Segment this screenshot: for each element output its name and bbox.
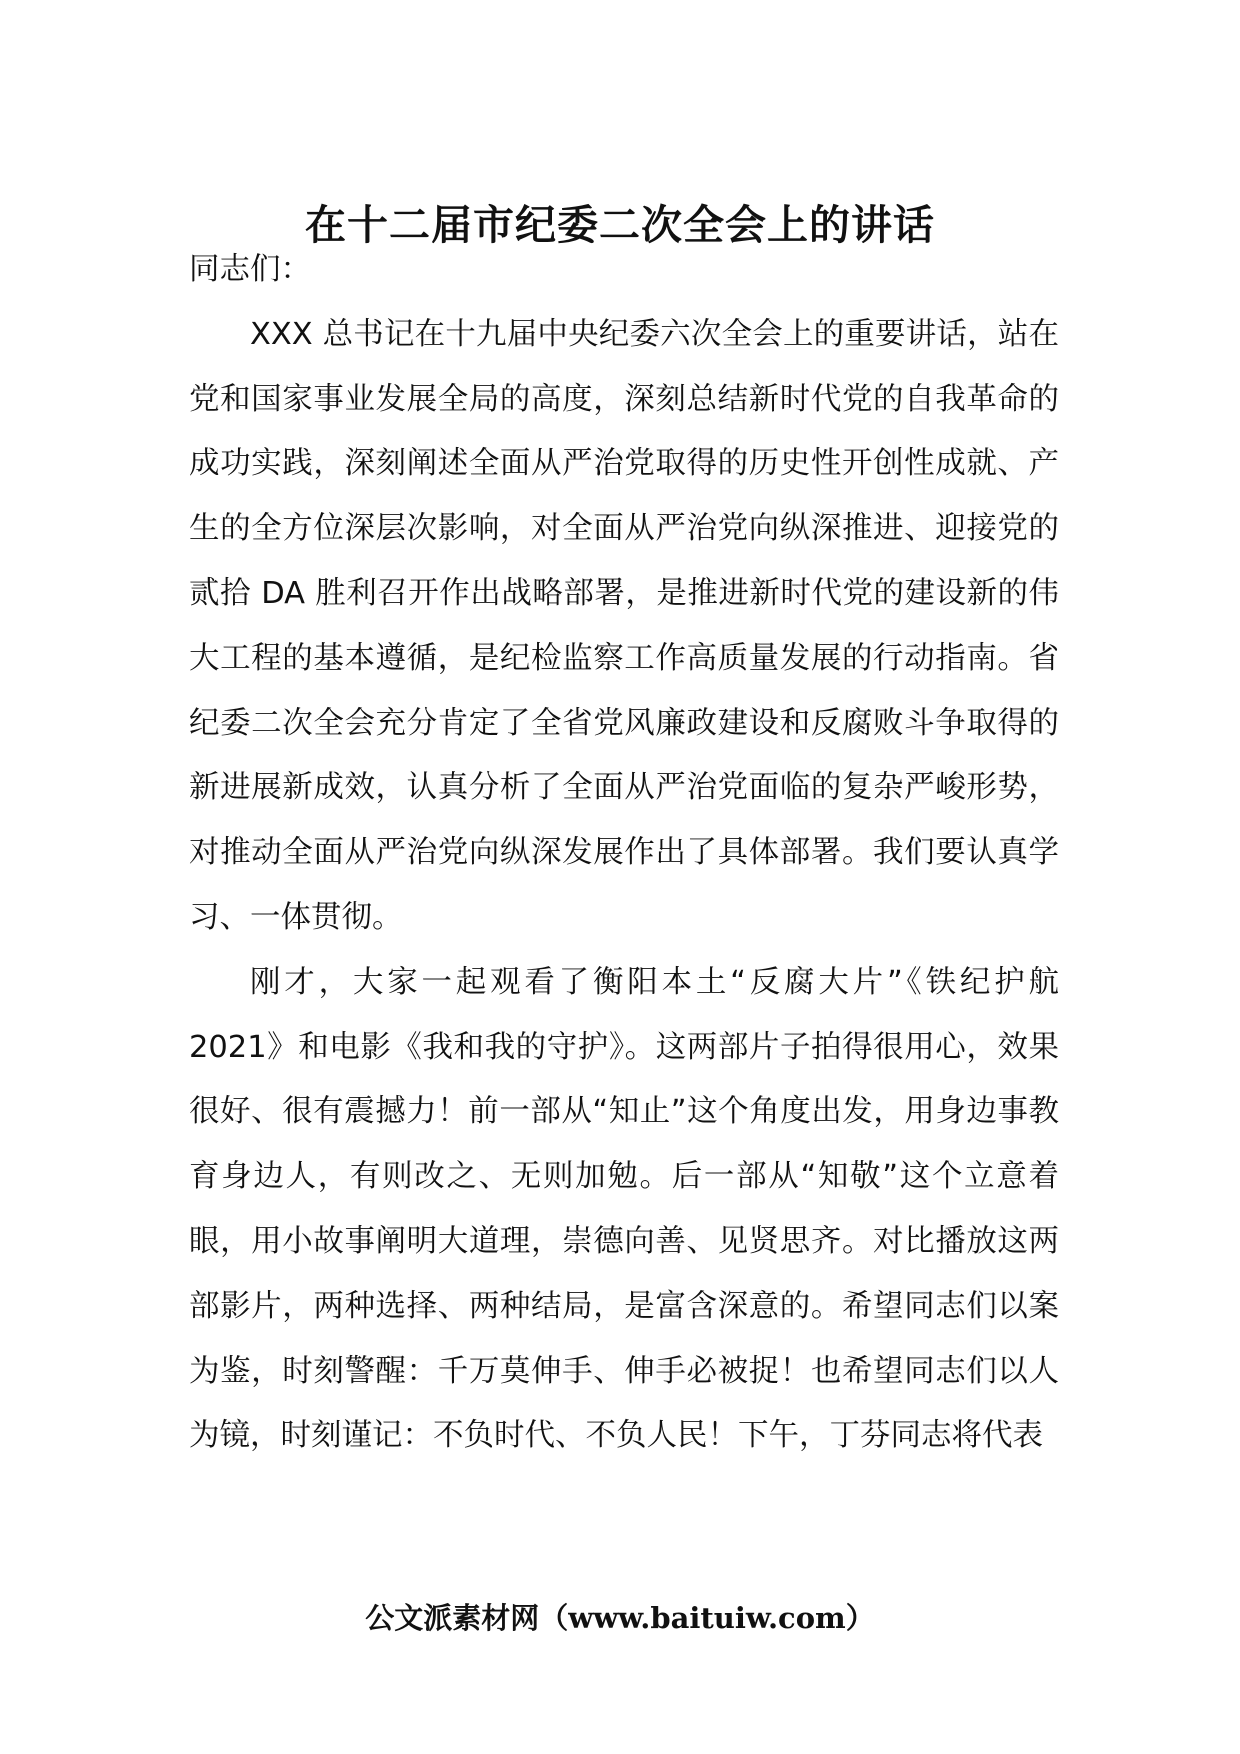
salutation: 同志们： [189,252,311,287]
paragraph-1: XXX 总书记在十九届中央纪委六次全会上的重要讲话，站在党和国家事业发展全局的高度，深刻总结新时代党的自我革命的成功实践，深刻阐述全面从严治党取得的历史性开创性成就、产生的全方位深层次影响，对全面从严治党向纵深推进、迎接党的贰拾 DA 胜利召开作出战略部署，是推进新时代党的建设新的伟大工程的基本遵循，是纪检监察工作高质量发展的行动指南。省纪委二次全会充分肯定了全省党风廉政建设和反腐败斗争取得的新进展新成效，认真分析了全面从严治党面临的复杂严峻形势，对推动全面从严治党向纵深发展作出了具体部署。我们要认真学习、一体贯彻。 [189,316,1059,935]
footer-watermark: 公文派素材网（www.baituiw.com） [365,1601,875,1635]
document-body [189,238,1059,1469]
paragraph-2: 刚才，大家一起观看了衡阳本土“反腐大片”《铁纪护航 2021》和电影《我和我的守护》。这两部片子拍得很用心，效果很好、很有震撼力！前一部从“知止”这个角度出发，用身边事教育身边人，有则改之、无则加勉。后一部从“知敬”这个立意着眼，用小故事阐明大道理，崇德向善、见贤思齐。对比播放这两部影片，两种选择、两种结局，是富含深意的。希望同志们以案为鉴，时刻警醒：千万莫伸手、伸手必被捉！也希望同志们以人为镜，时刻谨记：不负时代、不负人民！下午，丁芬同志将代表 [189,964,1059,1454]
document-title: 在十二届市纪委二次全会上的讲话 [305,201,935,250]
